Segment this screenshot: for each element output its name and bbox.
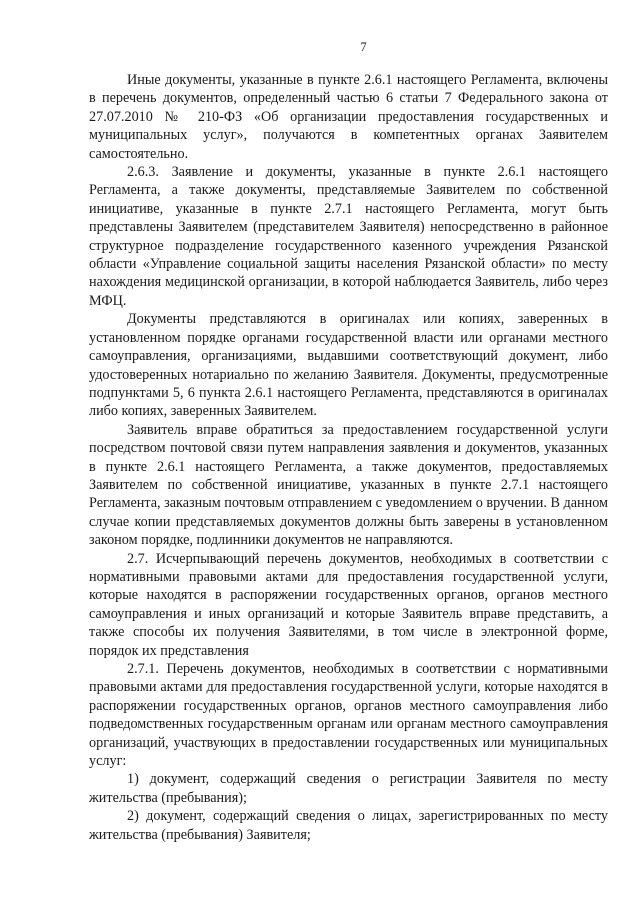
list-item-1: 1) документ, содержащий сведения о регистрации Заявителя по месту жительства (пребывания); <box>89 771 608 806</box>
paragraph-document-copies: Документы представляются в оригиналах или копиях, заверенных в установленном порядке органами государственной власти или органами местного самоуправления, организациями, выдавшими соответствующий документ, либо удостоверенных нотариально по желанию Заявителя. Документы, предусмотренные подпунктами 5, 6 пункта 2.6.1 настоящего Регламента, представляются в оригиналах либо копиях, заверенных Заявителем. <box>89 311 608 420</box>
paragraph-2-7: 2.7. Исчерпывающий перечень документов, необходимых в соответствии с нормативными правовыми актами для предоставления государственной услуги, которые находятся в распоряжении государственных органов, органов местного самоуправления и иных организаций и которые Заявитель вправе представить, а также способы их получения Заявителями, в том числе в электронной форме, порядок их представления <box>89 550 608 659</box>
paragraph-2-7-1: 2.7.1. Перечень документов, необходимых в соответствии с нормативными правовыми актами для предоставления государственной услуги, которые находятся в распоряжении государственных органов, органов местного самоуправления либо подведомственных государственным органам или органам местного самоуправления организаций, участвующих в предоставлении государственных или муниципальных услуг: <box>89 661 608 770</box>
list-item-2: 2) документ, содержащий сведения о лицах, зарегистрированных по месту жительства (пребывания) Заявителя; <box>89 808 608 843</box>
paragraph-postal-submission: Заявитель вправе обратиться за предоставлением государственной услуги посредством почтовой связи путем направления заявления и документов, указанных в пункте 2.6.1 настоящего Регламента, а также документов, предоставляемых Заявителем по собственной инициативе, указанных в пункте 2.7.1 настоящего Регламента, заказным почтовым отправлением с уведомлением о вручении. В данном случае копии представляемых документов должны быть заверены в установленном законом порядке, подлинники документов не направляются. <box>89 421 608 549</box>
page-number: 7 <box>360 40 367 54</box>
paragraph-other-documents: Иные документы, указанные в пункте 2.6.1 настоящего Регламента, включены в перечень документов, определенный частью 6 статьи 7 Федерального закона от 27.07.2010 № 210-ФЗ «Об организации предоставления государственных и муниципальных услуг», получаются в компетентных органах Заявителем самостоятельно. <box>89 72 608 162</box>
paragraph-2-6-3: 2.6.3. Заявление и документы, указанные в пункте 2.6.1 настоящего Регламента, а также документы, представляемые Заявителем по собственной инициативе, указанные в пункте 2.7.1 настоящего Регламента, могут быть представлены Заявителем (представителем Заявителя) непосредственно в районное структурное подразделение государственного казенного учреждения Рязанской области «Управление социальной защиты населения Рязанской области» по месту нахождения медицинской организации, в которой наблюдается Заявитель, либо через МФЦ. <box>89 164 608 309</box>
